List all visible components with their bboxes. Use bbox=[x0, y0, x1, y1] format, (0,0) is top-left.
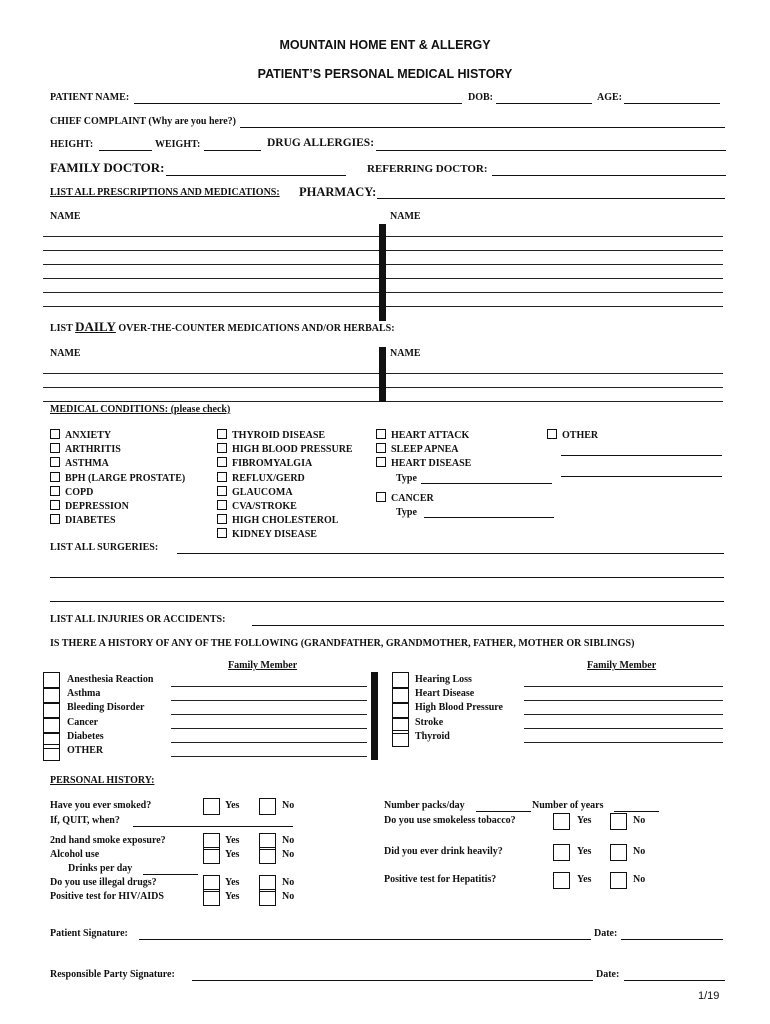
prescriptions-label: LIST ALL PRESCRIPTIONS AND MEDICATIONS: bbox=[50, 187, 280, 198]
prescription-line[interactable] bbox=[43, 292, 379, 293]
conditions-col1 bbox=[50, 429, 185, 528]
checkbox-icon[interactable] bbox=[376, 443, 386, 453]
other-condition-field[interactable] bbox=[561, 455, 722, 456]
alcohol-yes-checkbox[interactable] bbox=[203, 847, 220, 864]
checkbox-icon[interactable] bbox=[50, 486, 60, 496]
weight-label: WEIGHT: bbox=[155, 139, 201, 150]
condition-label: THYROID DISEASE bbox=[232, 430, 326, 441]
condition-label: REFLUX/GERD bbox=[232, 472, 305, 484]
condition-label: DIABETES bbox=[65, 515, 116, 527]
alcohol-no-label: No bbox=[282, 849, 295, 860]
heavy-drink-yes-label: Yes bbox=[577, 846, 592, 857]
drinks-per-day-label: Drinks per day bbox=[68, 863, 133, 874]
otc-line[interactable] bbox=[43, 387, 379, 388]
family-member-field[interactable] bbox=[524, 700, 723, 701]
condition-item[interactable] bbox=[50, 429, 185, 443]
family-history-checkbox[interactable] bbox=[392, 730, 409, 747]
checkbox-icon[interactable] bbox=[50, 429, 60, 439]
cancer-type bbox=[376, 506, 434, 520]
otc-label-daily: DAILY bbox=[75, 319, 116, 334]
prescription-line[interactable] bbox=[386, 292, 723, 293]
packs-per-day-field[interactable] bbox=[476, 811, 531, 812]
responsible-signature-field[interactable] bbox=[192, 980, 593, 981]
heavy-drink-yes-checkbox[interactable] bbox=[553, 844, 570, 861]
checkbox-icon[interactable] bbox=[376, 429, 386, 439]
condition-item[interactable] bbox=[50, 443, 185, 457]
smoked-no-label: No bbox=[282, 800, 295, 811]
family-condition-label: Asthma bbox=[67, 688, 101, 700]
checkbox-icon[interactable] bbox=[217, 472, 227, 482]
family-history-checkbox[interactable] bbox=[43, 744, 60, 761]
hepatitis-question: Positive test for Hepatitis? bbox=[384, 874, 497, 885]
otc-line[interactable] bbox=[386, 401, 723, 402]
packs-per-day-label: Number packs/day bbox=[384, 800, 465, 811]
condition-label: ARTHRITIS bbox=[65, 444, 121, 456]
drugs-no-label: No bbox=[282, 877, 295, 888]
condition-label: HEART ATTACK bbox=[391, 430, 470, 441]
prescription-line[interactable] bbox=[386, 278, 723, 279]
condition-item[interactable] bbox=[50, 514, 185, 528]
hepatitis-no-label: No bbox=[633, 874, 646, 885]
patient-name-label: PATIENT NAME: bbox=[50, 92, 130, 103]
condition-item[interactable] bbox=[217, 528, 353, 542]
condition-label: CVA/STROKE bbox=[232, 501, 297, 513]
condition-label: CANCER bbox=[391, 493, 434, 504]
injuries-label: LIST ALL INJURIES OR ACCIDENTS: bbox=[50, 614, 226, 625]
conditions-col2 bbox=[217, 429, 353, 543]
checkbox-icon[interactable] bbox=[217, 429, 227, 439]
checkbox-icon[interactable] bbox=[50, 500, 60, 510]
condition-label: ASTHMA bbox=[65, 458, 109, 470]
condition-item[interactable] bbox=[376, 457, 471, 471]
condition-label: SLEEP APNEA bbox=[391, 444, 459, 456]
family-history-divider bbox=[371, 672, 378, 760]
form-title: PATIENT’S PERSONAL MEDICAL HISTORY bbox=[257, 67, 513, 81]
condition-item[interactable] bbox=[217, 500, 353, 514]
checkbox-icon[interactable] bbox=[50, 472, 60, 482]
height-label: HEIGHT: bbox=[50, 139, 94, 150]
smoked-no-checkbox[interactable] bbox=[259, 798, 276, 815]
family-condition-label: Anesthesia Reaction bbox=[67, 674, 154, 685]
condition-label: HIGH CHOLESTEROL bbox=[232, 515, 339, 527]
secondhand-no-label: No bbox=[282, 835, 295, 846]
alcohol-no-checkbox[interactable] bbox=[259, 847, 276, 864]
alcohol-use-question: Alcohol use bbox=[50, 849, 100, 860]
family-member-field[interactable] bbox=[524, 714, 723, 715]
condition-item[interactable] bbox=[217, 472, 353, 486]
checkbox-icon[interactable] bbox=[547, 429, 557, 439]
pharmacy-field[interactable] bbox=[377, 198, 725, 199]
family-condition-label: Stroke bbox=[415, 716, 444, 728]
medical-conditions-label: MEDICAL CONDITIONS: (please check) bbox=[50, 404, 231, 415]
condition-label: GLAUCOMA bbox=[232, 486, 293, 498]
other-item[interactable] bbox=[547, 429, 598, 443]
type-label: Type bbox=[396, 507, 417, 519]
hiv-no-label: No bbox=[282, 891, 295, 902]
condition-item[interactable] bbox=[217, 429, 353, 443]
family-condition-label: Heart Disease bbox=[415, 688, 475, 700]
otc-label bbox=[50, 319, 395, 335]
smokeless-yes-label: Yes bbox=[577, 815, 592, 826]
checkbox-icon[interactable] bbox=[217, 500, 227, 510]
family-member-field[interactable] bbox=[171, 756, 367, 757]
responsible-date-field[interactable] bbox=[624, 980, 725, 981]
condition-item[interactable] bbox=[217, 514, 353, 528]
cancer-type-field[interactable] bbox=[424, 517, 554, 518]
other-condition-field[interactable] bbox=[561, 476, 722, 477]
dob-field[interactable] bbox=[496, 103, 592, 104]
condition-label: COPD bbox=[65, 486, 94, 498]
checkbox-icon[interactable] bbox=[217, 528, 227, 538]
condition-label: BPH (LARGE PROSTATE) bbox=[65, 472, 186, 484]
height-field[interactable] bbox=[99, 150, 152, 151]
family-condition-label: OTHER bbox=[67, 745, 104, 757]
patient-date-field[interactable] bbox=[621, 939, 723, 940]
chief-complaint-label: CHIEF COMPLAINT (Why are you here?) bbox=[50, 116, 237, 127]
patient-date-label: Date: bbox=[594, 928, 618, 939]
smoked-yes-checkbox[interactable] bbox=[203, 798, 220, 815]
chief-complaint-field[interactable] bbox=[240, 127, 725, 128]
page-number: 1/19 bbox=[698, 990, 720, 1002]
condition-label: OTHER bbox=[562, 430, 599, 441]
drinks-per-day-field[interactable] bbox=[143, 874, 198, 875]
heart-disease-type-field[interactable] bbox=[421, 483, 552, 484]
weight-field[interactable] bbox=[204, 150, 261, 151]
prescription-line[interactable] bbox=[43, 236, 379, 237]
surgeries-label: LIST ALL SURGERIES: bbox=[50, 542, 159, 553]
hiv-no-checkbox[interactable] bbox=[259, 889, 276, 906]
hepatitis-yes-checkbox[interactable] bbox=[553, 872, 570, 889]
prescription-line[interactable] bbox=[43, 306, 379, 307]
otc-line[interactable] bbox=[43, 373, 379, 374]
condition-item[interactable] bbox=[376, 443, 471, 457]
dob-label: DOB: bbox=[468, 92, 493, 103]
secondhand-yes-label: Yes bbox=[225, 835, 240, 846]
type-label: Type bbox=[396, 472, 417, 484]
otc-line[interactable] bbox=[386, 387, 723, 388]
family-member-field[interactable] bbox=[171, 700, 367, 701]
drug-allergies-field[interactable] bbox=[376, 150, 726, 151]
surgeries-line[interactable] bbox=[50, 577, 724, 578]
checkbox-icon[interactable] bbox=[217, 443, 227, 453]
injuries-field[interactable] bbox=[252, 625, 724, 626]
if-quit-question: If, QUIT, when? bbox=[50, 815, 120, 826]
condition-item[interactable] bbox=[217, 486, 353, 500]
years-field[interactable] bbox=[614, 811, 659, 812]
condition-label: HEART DISEASE bbox=[391, 458, 472, 470]
condition-label: HIGH BLOOD PRESSURE bbox=[232, 444, 353, 456]
otc-column-divider bbox=[379, 347, 386, 402]
smokeless-question: Do you use smokeless tobacco? bbox=[384, 815, 516, 826]
family-member-field[interactable] bbox=[171, 714, 367, 715]
prescription-line[interactable] bbox=[43, 250, 379, 251]
smoked-yes-label: Yes bbox=[225, 800, 240, 811]
family-condition-label: High Blood Pressure bbox=[415, 702, 503, 714]
family-condition-label: Cancer bbox=[67, 716, 99, 728]
family-member-field[interactable] bbox=[171, 742, 367, 743]
age-field[interactable] bbox=[624, 103, 720, 104]
surgeries-line[interactable] bbox=[50, 601, 724, 602]
family-doctor-label: FAMILY DOCTOR: bbox=[50, 160, 165, 175]
otc-line[interactable] bbox=[386, 373, 723, 374]
hiv-question: Positive test for HIV/AIDS bbox=[50, 891, 164, 902]
checkbox-icon[interactable] bbox=[50, 514, 60, 524]
smokeless-no-label: No bbox=[633, 815, 646, 826]
checkbox-icon[interactable] bbox=[50, 443, 60, 453]
prescription-line[interactable] bbox=[386, 236, 723, 237]
smoked-question: Have you ever smoked? bbox=[50, 800, 152, 811]
illegal-drugs-question: Do you use illegal drugs? bbox=[50, 877, 157, 888]
checkbox-icon[interactable] bbox=[376, 457, 386, 467]
condition-item[interactable] bbox=[50, 500, 185, 514]
hiv-yes-label: Yes bbox=[225, 891, 240, 902]
hepatitis-no-checkbox[interactable] bbox=[610, 872, 627, 889]
family-history-left-list bbox=[67, 673, 153, 758]
family-history-right-list bbox=[415, 673, 503, 744]
family-condition-label: Thyroid bbox=[415, 730, 450, 742]
prescription-line[interactable] bbox=[386, 306, 723, 307]
surgeries-field[interactable] bbox=[177, 553, 724, 554]
otc-line[interactable] bbox=[43, 401, 379, 402]
family-history-question: IS THERE A HISTORY OF ANY OF THE FOLLOWING (GRANDFATHER, GRANDMOTHER, FATHER, MOTHER OR SIBLINGS) bbox=[50, 638, 635, 649]
condition-label: ANXIETY bbox=[65, 430, 112, 441]
checkbox-icon[interactable] bbox=[376, 492, 386, 502]
years-label: Number of years bbox=[532, 800, 604, 811]
condition-label: DEPRESSION bbox=[65, 501, 129, 513]
prescription-line[interactable] bbox=[386, 250, 723, 251]
family-member-header-right: Family Member bbox=[587, 660, 657, 671]
condition-item[interactable] bbox=[376, 429, 471, 443]
family-member-header-left: Family Member bbox=[228, 660, 298, 671]
otc-label-pre: LIST bbox=[50, 323, 73, 334]
age-label: AGE: bbox=[597, 92, 622, 103]
family-member-field[interactable] bbox=[171, 686, 367, 687]
alcohol-yes-label: Yes bbox=[225, 849, 240, 860]
condition-item[interactable] bbox=[50, 457, 185, 471]
prescription-column-divider bbox=[379, 224, 386, 321]
heavy-drink-no-checkbox[interactable] bbox=[610, 844, 627, 861]
quit-date-field[interactable] bbox=[133, 826, 293, 827]
prescription-line[interactable] bbox=[386, 264, 723, 265]
condition-item[interactable] bbox=[217, 457, 353, 471]
family-condition-label: Diabetes bbox=[67, 730, 104, 742]
patient-signature-field[interactable] bbox=[139, 939, 591, 940]
otc-name-header-right: NAME bbox=[390, 348, 421, 359]
family-condition-label: Bleeding Disorder bbox=[67, 702, 145, 714]
patient-signature-label: Patient Signature: bbox=[50, 928, 128, 939]
prescription-name-header-right: NAME bbox=[390, 211, 421, 222]
referring-doctor-label: REFERRING DOCTOR: bbox=[367, 163, 488, 175]
family-condition-label: Hearing Loss bbox=[415, 674, 472, 685]
otc-label-post: OVER-THE-COUNTER MEDICATIONS AND/OR HERBALS: bbox=[118, 323, 395, 334]
prescription-line[interactable] bbox=[43, 264, 379, 265]
condition-label: KIDNEY DISEASE bbox=[232, 529, 317, 541]
prescription-name-header-left: NAME bbox=[50, 211, 81, 222]
hiv-yes-checkbox[interactable] bbox=[203, 889, 220, 906]
family-member-field[interactable] bbox=[524, 686, 723, 687]
family-member-field[interactable] bbox=[171, 728, 367, 729]
family-member-field[interactable] bbox=[524, 728, 723, 729]
otc-name-header-left: NAME bbox=[50, 348, 81, 359]
condition-item[interactable] bbox=[50, 472, 185, 486]
condition-item[interactable] bbox=[217, 443, 353, 457]
family-member-field[interactable] bbox=[524, 742, 723, 743]
secondhand-smoke-question: 2nd hand smoke exposure? bbox=[50, 835, 166, 846]
patient-name-field[interactable] bbox=[134, 103, 462, 104]
referring-doctor-field[interactable] bbox=[492, 175, 726, 176]
responsible-signature-label: Responsible Party Signature: bbox=[50, 969, 175, 980]
condition-item[interactable] bbox=[50, 486, 185, 500]
drug-allergies-label: DRUG ALLERGIES: bbox=[267, 137, 375, 149]
conditions-col3 bbox=[376, 429, 471, 486]
checkbox-icon[interactable] bbox=[217, 514, 227, 524]
checkbox-icon[interactable] bbox=[217, 457, 227, 467]
drugs-yes-label: Yes bbox=[225, 877, 240, 888]
smokeless-yes-checkbox[interactable] bbox=[553, 813, 570, 830]
clinic-name: MOUNTAIN HOME ENT & ALLERGY bbox=[279, 38, 491, 52]
pharmacy-label: PHARMACY: bbox=[299, 185, 377, 199]
hepatitis-yes-label: Yes bbox=[577, 874, 592, 885]
checkbox-icon[interactable] bbox=[50, 457, 60, 467]
family-doctor-field[interactable] bbox=[166, 175, 346, 176]
prescription-line[interactable] bbox=[43, 278, 379, 279]
checkbox-icon[interactable] bbox=[217, 486, 227, 496]
smokeless-no-checkbox[interactable] bbox=[610, 813, 627, 830]
responsible-date-label: Date: bbox=[596, 969, 620, 980]
personal-history-label: PERSONAL HISTORY: bbox=[50, 775, 155, 786]
condition-label: FIBROMYALGIA bbox=[232, 458, 313, 470]
heavy-drink-no-label: No bbox=[633, 846, 646, 857]
drink-heavily-question: Did you ever drink heavily? bbox=[384, 846, 503, 857]
